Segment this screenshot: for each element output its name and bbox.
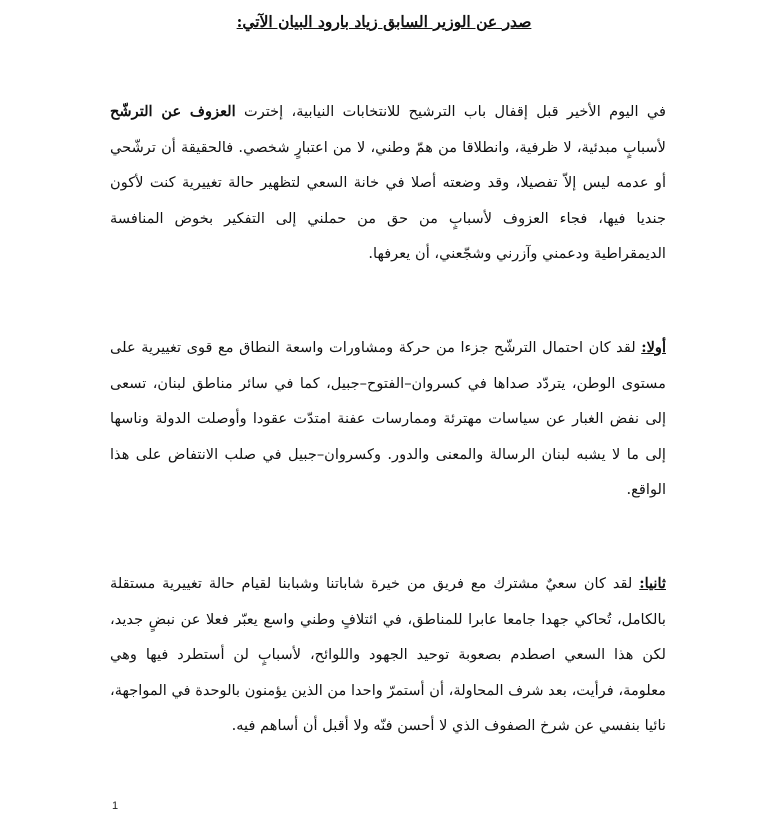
point-one-paragraph <box>110 330 666 508</box>
intro-paragraph <box>110 94 666 272</box>
point-two-text: لقد كان سعيٌ مشترك مع فريق من خيرة شاباتنا وشبابنا لقيام حالة تغييرية مستقلة بالكامل، تُحاكي جهدا جامعا عابرا للمناطق، في ائتلافٍ وطني واسع يعبّر فعلا عن نبضٍ جديد، لكن هذا السعي اصطدم بصعوبة توحيد الجهود واللوائح، لأسبابٍ لن أستطرد فيها وهي معلومة، فرأيت، بعد شرف المحاولة، أن أستمرّ واحدا من الذين يؤمنون بالوحدة في المواجهة، نائيا بنفسي عن شرخ الصفوف الذي لا أحسن فنّه ولا أقبل أن أساهم فيه. <box>110 575 666 734</box>
intro-text-start: في اليوم الأخير قبل إقفال باب الترشيح للانتخابات النيابية، إخترت <box>235 103 666 120</box>
point-one-text: لقد كان احتمال الترشّح جزءا من حركة ومشاورات واسعة النطاق مع قوى تغييرية على مستوى الوطن، يتردّد صداها في كسروان–الفتوح–جبيل، كما في سائر مناطق لبنان، تسعى إلى نفض الغبار عن سياسات مهترئة وممارسات عفنة امتدّت عقودا وأوصلت الدولة وناسها إلى ما لا يشبه لبنان الرسالة والمعنى والدور. وكسروان–جبيل في صلب الانتفاض على هذا الواقع. <box>110 339 666 498</box>
document-title: صدر عن الوزير السابق زياد بارود البيان الآتي: <box>236 12 532 31</box>
point-two-paragraph <box>110 566 666 744</box>
intro-text-end: لأسبابٍ مبدئية، لا ظرفية، وانطلاقا من همّ وطني، لا من اعتبارٍ شخصي. فالحقيقة أن ترشّحي أو عدمه ليس إلاّ تفصيلا، وقد وضعته أصلا في خانة السعي لتظهير حالة تغييرية كنت لأكون جنديا فيها، فجاء العزوف لأسبابٍ من حق من حملني إلى التفكير بخوض المنافسة الديمقراطية ودعمني وآزرني وشجّعني، أن يعرفها. <box>110 138 666 262</box>
point-two-lead: ثانيا: <box>639 575 666 592</box>
intro-bold-phrase: العزوف عن الترشّح <box>110 103 236 120</box>
point-one-lead: أولا: <box>641 339 666 356</box>
page-number: 1 <box>112 800 119 812</box>
